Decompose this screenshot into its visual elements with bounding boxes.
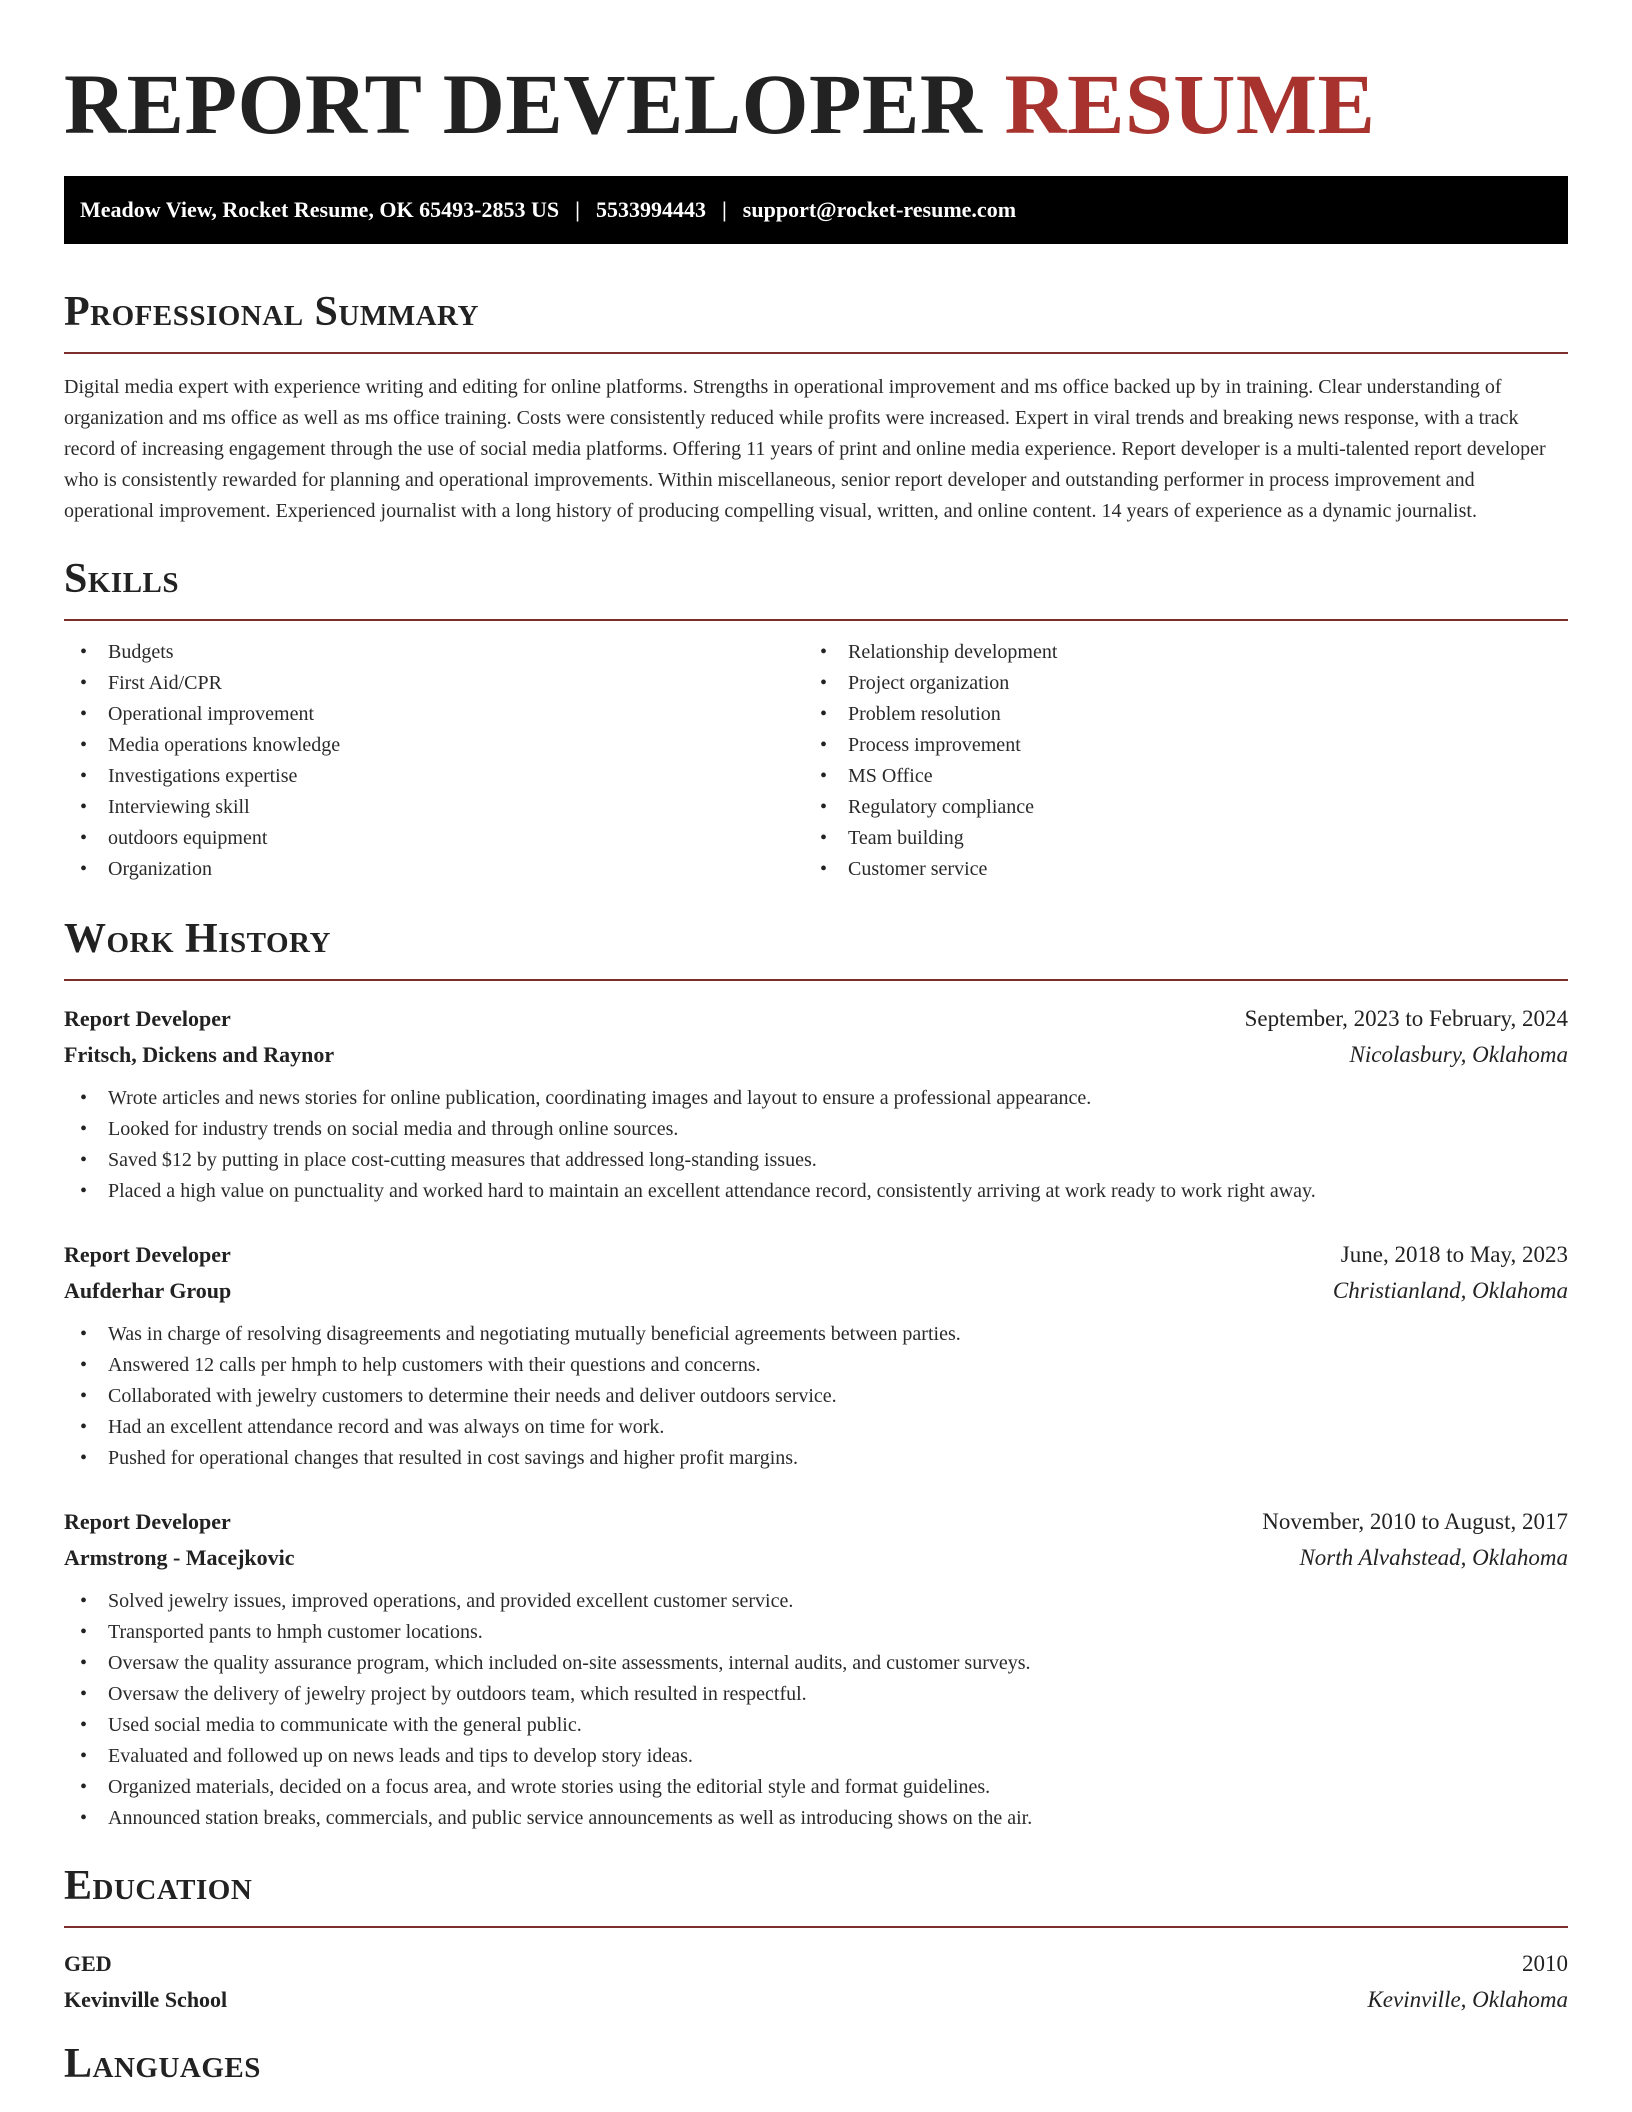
section-divider bbox=[64, 979, 1568, 981]
section-divider bbox=[64, 619, 1568, 621]
section-heading-languages: Languages bbox=[64, 2041, 261, 2087]
job-duties bbox=[64, 1083, 1568, 1207]
job-employer: Armstrong - Macejkovic bbox=[64, 1545, 295, 1570]
job-entry bbox=[64, 1504, 1568, 1834]
languages-section bbox=[64, 2040, 1568, 2088]
job-duties bbox=[64, 1319, 1568, 1474]
contact-separator: | bbox=[575, 197, 580, 222]
duty-item: • Placed a high value on punctuality and worked hard to maintain an excellent attendance record, consistently arriving at work ready to work right away. bbox=[64, 1176, 1568, 1207]
job-duties bbox=[64, 1586, 1568, 1834]
section-heading-education: Education bbox=[64, 1863, 253, 1909]
duty-item: • Used social media to communicate with the general public. bbox=[64, 1710, 1568, 1741]
title-main: REPORT DEVELOPER bbox=[64, 56, 983, 152]
title-accent: RESUME bbox=[1004, 56, 1376, 152]
job-entry bbox=[64, 1001, 1568, 1207]
skill-item: • Investigations expertise bbox=[64, 761, 804, 792]
education-location: Kevinville, Oklahoma bbox=[1367, 1987, 1568, 2012]
duty-item: • Transported pants to hmph customer locations. bbox=[64, 1617, 1568, 1648]
job-dates: November, 2010 to August, 2017 bbox=[1262, 1509, 1568, 1534]
duty-item: • Had an excellent attendance record and was always on time for work. bbox=[64, 1412, 1568, 1443]
duty-item: • Was in charge of resolving disagreements and negotiating mutually beneficial agreements between parties. bbox=[64, 1319, 1568, 1350]
page-title bbox=[64, 54, 1568, 154]
summary-section bbox=[64, 288, 1568, 527]
section-divider bbox=[64, 352, 1568, 354]
contact-phone: 5533994443 bbox=[595, 197, 706, 222]
skill-item: • Relationship development bbox=[804, 637, 1544, 668]
job-dates: September, 2023 to February, 2024 bbox=[1244, 1006, 1568, 1031]
work-history-section bbox=[64, 915, 1568, 1834]
summary-text: Digital media expert with experience writing and editing for online platforms. Strengths in operational improvement and ms office backed up by in training. Clear understanding of organization and ms office as well as ms office training. Costs were consistently reduced while profits were increased. Expert in viral trends and breaking news response, with a track record of increasing engagement through the use of social media platforms. Offering 11 years of print and online media experience. Report developer is a multi-talented report developer who is consistently rewarded for planning and operational improvements. Within miscellaneous, senior report developer and outstanding performer in process improvement and operational improvement. Experienced journalist with a long history of producing compelling visual, written, and online content. 14 years of experience as a dynamic journalist. bbox=[64, 376, 1546, 522]
duty-item: • Organized materials, decided on a focus area, and wrote stories using the editorial style and format guidelines. bbox=[64, 1772, 1568, 1803]
skill-item: • Budgets bbox=[64, 637, 804, 668]
duty-item: • Oversaw the quality assurance program, which included on-site assessments, internal audits, and customer surveys. bbox=[64, 1648, 1568, 1679]
duty-item: • Evaluated and followed up on news leads and tips to develop story ideas. bbox=[64, 1741, 1568, 1772]
skill-item: • Regulatory compliance bbox=[804, 792, 1544, 823]
contact-address: Meadow View, Rocket Resume, OK 65493-2853 US bbox=[80, 197, 560, 222]
duty-item: • Announced station breaks, commercials, and public service announcements as well as introducing shows on the air. bbox=[64, 1803, 1568, 1834]
job-dates: June, 2018 to May, 2023 bbox=[1340, 1242, 1568, 1267]
job-location: Nicolasbury, Oklahoma bbox=[1349, 1042, 1568, 1067]
contact-bar bbox=[64, 176, 1568, 244]
skill-item: • outdoors equipment bbox=[64, 823, 804, 854]
job-title: Report Developer bbox=[64, 1242, 231, 1267]
education-school: Kevinville School bbox=[64, 1987, 228, 2012]
education-year: 2010 bbox=[1522, 1951, 1568, 1976]
education-entry bbox=[64, 1946, 1568, 2018]
skill-item: • Team building bbox=[804, 823, 1544, 854]
duty-item: • Pushed for operational changes that resulted in cost savings and higher profit margins. bbox=[64, 1443, 1568, 1474]
job-location: North Alvahstead, Oklahoma bbox=[1299, 1545, 1568, 1570]
skills-section bbox=[64, 555, 1568, 885]
section-heading-summary: Professional Summary bbox=[64, 289, 479, 335]
skill-item: • MS Office bbox=[804, 761, 1544, 792]
job-title: Report Developer bbox=[64, 1006, 231, 1031]
section-heading-work-history: Work History bbox=[64, 916, 331, 962]
job-title: Report Developer bbox=[64, 1509, 231, 1534]
skills-left-list bbox=[64, 637, 804, 885]
skill-item: • Interviewing skill bbox=[64, 792, 804, 823]
skill-item: • Process improvement bbox=[804, 730, 1544, 761]
job-entry bbox=[64, 1237, 1568, 1474]
section-divider bbox=[64, 1926, 1568, 1928]
skill-item: • Media operations knowledge bbox=[64, 730, 804, 761]
education-section bbox=[64, 1862, 1568, 2018]
duty-item: • Oversaw the delivery of jewelry project by outdoors team, which resulted in respectful. bbox=[64, 1679, 1568, 1710]
skill-item: • Organization bbox=[64, 854, 804, 885]
contact-email: support@rocket-resume.com bbox=[742, 197, 1017, 222]
education-degree: GED bbox=[64, 1951, 112, 1976]
duty-item: • Collaborated with jewelry customers to determine their needs and deliver outdoors service. bbox=[64, 1381, 1568, 1412]
job-employer: Aufderhar Group bbox=[64, 1278, 232, 1303]
duty-item: • Answered 12 calls per hmph to help customers with their questions and concerns. bbox=[64, 1350, 1568, 1381]
skills-columns bbox=[64, 637, 1568, 885]
resume-page bbox=[64, 0, 1568, 2088]
skill-item: • Customer service bbox=[804, 854, 1544, 885]
job-location: Christianland, Oklahoma bbox=[1332, 1278, 1568, 1303]
duty-item: • Wrote articles and news stories for online publication, coordinating images and layout to ensure a professional appearance. bbox=[64, 1083, 1568, 1114]
contact-separator: | bbox=[721, 197, 727, 222]
section-heading-skills: Skills bbox=[64, 556, 180, 602]
skills-right-list bbox=[804, 637, 1544, 885]
duty-item: • Solved jewelry issues, improved operations, and provided excellent customer service. bbox=[64, 1586, 1568, 1617]
skill-item: • Project organization bbox=[804, 668, 1544, 699]
duty-item: • Looked for industry trends on social media and through online sources. bbox=[64, 1114, 1568, 1145]
skill-item: • Operational improvement bbox=[64, 699, 804, 730]
skill-item: • Problem resolution bbox=[804, 699, 1544, 730]
skill-item: • First Aid/CPR bbox=[64, 668, 804, 699]
job-employer: Fritsch, Dickens and Raynor bbox=[64, 1042, 335, 1067]
duty-item: • Saved $12 by putting in place cost-cutting measures that addressed long-standing issues. bbox=[64, 1145, 1568, 1176]
